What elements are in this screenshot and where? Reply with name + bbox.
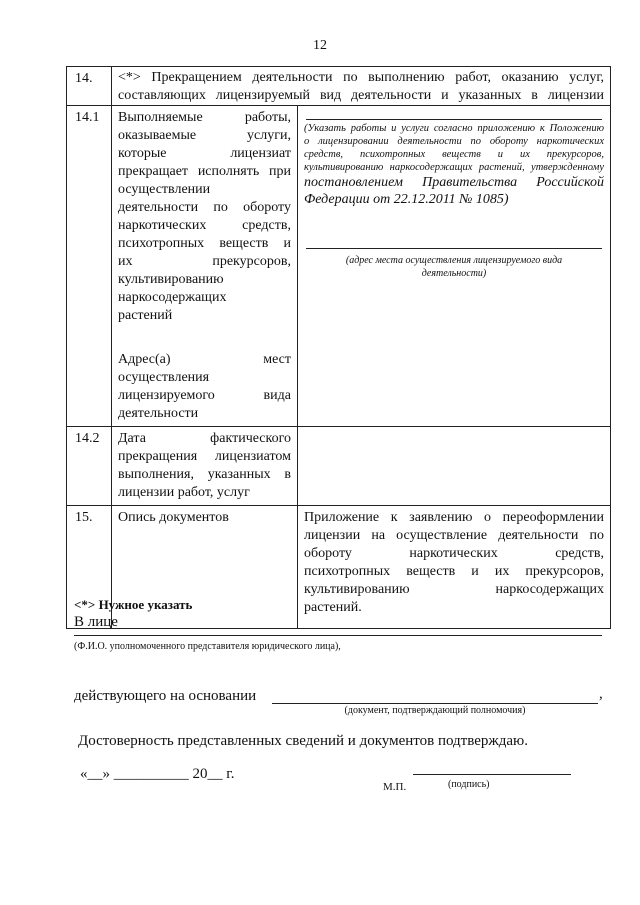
authority-document-field[interactable] bbox=[272, 703, 598, 704]
row-14-2-label: Дата фактического прекращения лицензиатом выполнения, указанных в лицензии работ, услуг bbox=[112, 427, 298, 506]
row-14-2-value[interactable] bbox=[298, 427, 611, 506]
address-caption: (адрес места осуществления лицензируемого вида деятельности) bbox=[345, 255, 563, 279]
row-14-1 bbox=[67, 106, 611, 427]
row-15-value: Приложение к заявлению о переоформлении лицензии на осуществление деятельности по обороту наркотических средств, психотропных веществ и их прекурсоров, культивированию наркосодержащих растений. bbox=[298, 506, 611, 629]
authority-document-caption: (документ, подтверждающий полномочия) bbox=[344, 705, 526, 716]
footnote: <*> Нужное указать bbox=[74, 597, 193, 612]
representative-name-caption: (Ф.И.О. уполномоченного представителя юридического лица), bbox=[74, 641, 341, 652]
date-field[interactable]: «__» __________ 20__ г. bbox=[80, 766, 235, 782]
row-number: 14.2 bbox=[67, 427, 112, 506]
row-number: 14.1 bbox=[67, 106, 112, 427]
signature-caption: (подпись) bbox=[448, 779, 490, 790]
acting-on-basis-label: действующего на основании bbox=[74, 688, 257, 704]
row-14-2 bbox=[67, 427, 611, 506]
row-number: 14. bbox=[67, 67, 112, 106]
row-14-text: <*> Прекращением деятельности по выполнению работ, оказанию услуг, составляющих лицензируемый вид деятельности и указанных в лицензии bbox=[112, 67, 611, 106]
page-number: 12 bbox=[313, 38, 327, 53]
stamp-label: М.П. bbox=[383, 781, 407, 793]
row-14 bbox=[67, 67, 611, 106]
in-face-label: В лице bbox=[74, 614, 118, 630]
row-15-label: Опись документов bbox=[112, 506, 298, 629]
form-table bbox=[66, 66, 611, 629]
comma: , bbox=[599, 686, 603, 702]
row-14-1-value[interactable]: (Указать работы и услуги согласно приложению к Положению о лицензировании деятельности по обороту наркотических средств, психотропных веществ и их прекурсоров, культивированию наркосодержащих растений, утвержденному постановлением Правительства Российской Федерации от 22.12.2011 № 1085) (адрес места осуществления лицензируемого вида деятельности) bbox=[298, 106, 611, 427]
signature-field[interactable] bbox=[413, 774, 571, 775]
row-14-1-label: Выполняемые работы, оказываемые услуги, которые лицензиат прекращает исполнять при осуществлении деятельности по обороту наркотических средств, психотропных веществ и их прекурсоров, культивированию наркосодержащих растений Адрес(а) мест осуществления лицензируемого вида деятельности bbox=[112, 106, 298, 427]
address-label: Адрес(а) мест bbox=[118, 352, 291, 367]
row-number: 15. bbox=[67, 506, 112, 629]
confirmation-text: Достоверность представленных сведений и документов подтверждаю. bbox=[78, 733, 528, 749]
representative-name-field[interactable] bbox=[74, 635, 602, 636]
